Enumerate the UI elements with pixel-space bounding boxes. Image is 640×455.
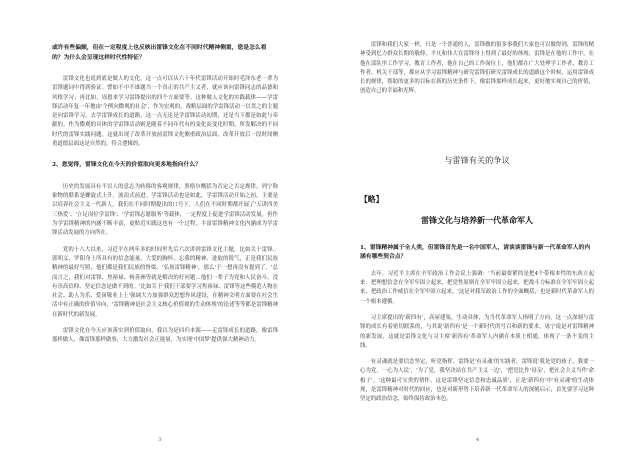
answer-2-paragraph-2: 党的十八大以来，习近平在两年多的时间里先后六次讲到雷锋文化主题，比如关于雷锋、郭明义、罗阳身上所具有的信念能量、大爱的胸怀、忘我的精神、进取的锐气，正是我们民族精神的最好写照，他们都是我们民族的脊梁。'弘扬雷锋精神'，那么'于一想再没有提到了。'总而言之，我们对雷锋、焦裕禄、杨善洲等就是解决的好问题…他们一辈子为党和人民奋斗，没有崇高信仰、坚定信念是做不到的。'比如关于'我们干部要学习焦裕禄、雷锋等这些模范人物在社会、助人为乐、爱岗敬业上上'强调大力加强群众思想作风建设，在精神文明方面要在社会生活中有正确的价值导向，'雷锋精神是社会主义核心价值观的生动体现'的论述等等都是雷锋精神在新时代的新发展。 bbox=[52, 246, 278, 318]
article-answer-paragraph-3: 有灵魂就是要信念坚定、听党指挥。雷锋是'有灵魂'的实践者，雷锋说'我是党的孩子，我要一心为党，一心为人民'，'为了党，我坚决站在共产主义一边'，'把党比作'母亲'，把社会主义当作'命根子'。'这种最可宝贵的情怀，这是雷锋坚定信念和忠诚品质'，正是'新四有'中'有灵魂'的生动体现，是雷锋精神对时代的回应，也是对新形势下培养新一代革命军人的深刻启示，首先要学习这种坚定的政治信念，始终保持政治本色。 bbox=[360, 359, 594, 403]
intro-paragraph: 雷锋和我们大家一样，只是一个普通的人，雷锋做的很多事我们大家也可以做得到，雷锋的精神受到忆力群众长期的敬仰，平凡和伟大在雷锋身上得到了最好的体现。雷锋是在他的工作中，在他在部队里工作学习，教育工作者，他在自己的工作岗位上，他们都在广大处理学工作者、教育工作者、机关干部等，都应从学习雷锋精神与研究雷锋们研究雷锋成长的道路这个时候，运用雷锋成长的规律，帮助的更多的目标在新的历史条件下，像雷锋那样成长起来，更好地实现自己的价值，创造自己的幸福和光辉。 bbox=[360, 42, 594, 95]
page-number-left: 3 bbox=[158, 437, 162, 443]
answer-1: 雷锋文化也说到底是做人的文化，这一点可以从六十年代雷锋活动开始时毛泽东老一辈为雷锋题词中得到验证。譬如不中不谁题当一个真正的共产主义者，就应该向雷锋同志的品德和风格学习；再比如，周恩来学习雷锋提出的四个方面要等。这种做人文化的实践载体——学雷锋活动年复一年地由'个例向微观的社会'，作为宏观的，战略层面的学雷锋活动一以贯之的主题是向雷锋学习，去学雷锋成长的道路，这一点无论是学雷锋活动初期，还是当下都是如此与奉献的。作为微观的具体的学雷锋活动则是随着不同年代有的变化而变化时期，所发解决的不同时代的雷锋实践问题。这就出现了改革开放前雷锋文化侧重政治层面，改革开放后一段时间侧重道德层面这是自然的，符合逻辑的。 bbox=[52, 76, 278, 148]
section-title: 与雷锋有关的争议 bbox=[444, 154, 510, 165]
question-2: 2、您觉得，雷锋文化在今天的价值取向更多地指向什么？ bbox=[52, 162, 201, 169]
answer-2-paragraph-3: 雷锋文化在今天应该落实到价值取向，我以为是回归本源——走雷锋成长的道路，像雷锋那样做人，像雷锋那样做事，大力激发社会正能量，为实现'中国梦'提供强大精神动力。 bbox=[52, 328, 278, 344]
article-answer-paragraph-1: 去年，习近平主席在全军政治工作会议上强调：'当前最要紧的是把4个带根本性的东西立起来：把理想信念在全军牢固立起来，把党性原则在全军牢固立起来，把战斗力标准在全军牢固立起来，把政治工作威信在全军牢固立起来。'这是对我军政治工作的全面概括，也是新时代革命军人的一个根本遵循。 bbox=[360, 270, 594, 305]
question-1: 或许有些偏颇，但在一定程度上也反映出雷锋文化在不同时代精神侧重，您是怎么看的？为什么会呈现这样时代性特征？ bbox=[52, 45, 267, 61]
article-answer-paragraph-2: 习主席提出的'新四有'，高屋建瓴，生动具体，为当代革命军人指明了方向，这一点深刻与雷锋的成长有着密切联系的，与其说'新四有'是一个新时代的号召和新的要求，毋宁说是对雷锋精神的新发展，这就是雷锋文化与习主席'新四有'革命军人内涵在本质上相通，体现了一条不变的主线。 bbox=[360, 314, 594, 349]
article-title: 雷锋文化与培养新一代革命军人 bbox=[421, 214, 533, 225]
page-number-right: 4 bbox=[476, 437, 480, 443]
right-page bbox=[320, 0, 640, 455]
article-question-1: 1、雷锋精神属于全人类，但雷锋首先是一名中国军人，请谈谈雷锋与新一代革命军人的内涵有哪些契合点？ bbox=[360, 244, 591, 261]
omitted-tag: 【略】 bbox=[360, 194, 384, 204]
answer-2-paragraph-1: 历史的发展具有不以人的意志为转移的客观规律，黑格尔概括为否定之否定规律，列宁称象物的联系是螺旋式上升，波浪式前进。学雷锋活动也是如此，学雷锋活动开始之初，主要是以培养社会主义一代新人，我们在不同时期提出的口号下，人们在不同时期都开展了'五讲四美三热爱'、'立足岗位学雷锋'、'学雷锋志愿服务'等载体，一定程度上促进学雷锋活动发展。但作为学雷锋精神的内涵不断丰富，更贴近实践这也有一个过程，丰富雷锋精神文化内涵成为学雷锋活动发展的方向所在。 bbox=[52, 183, 278, 237]
